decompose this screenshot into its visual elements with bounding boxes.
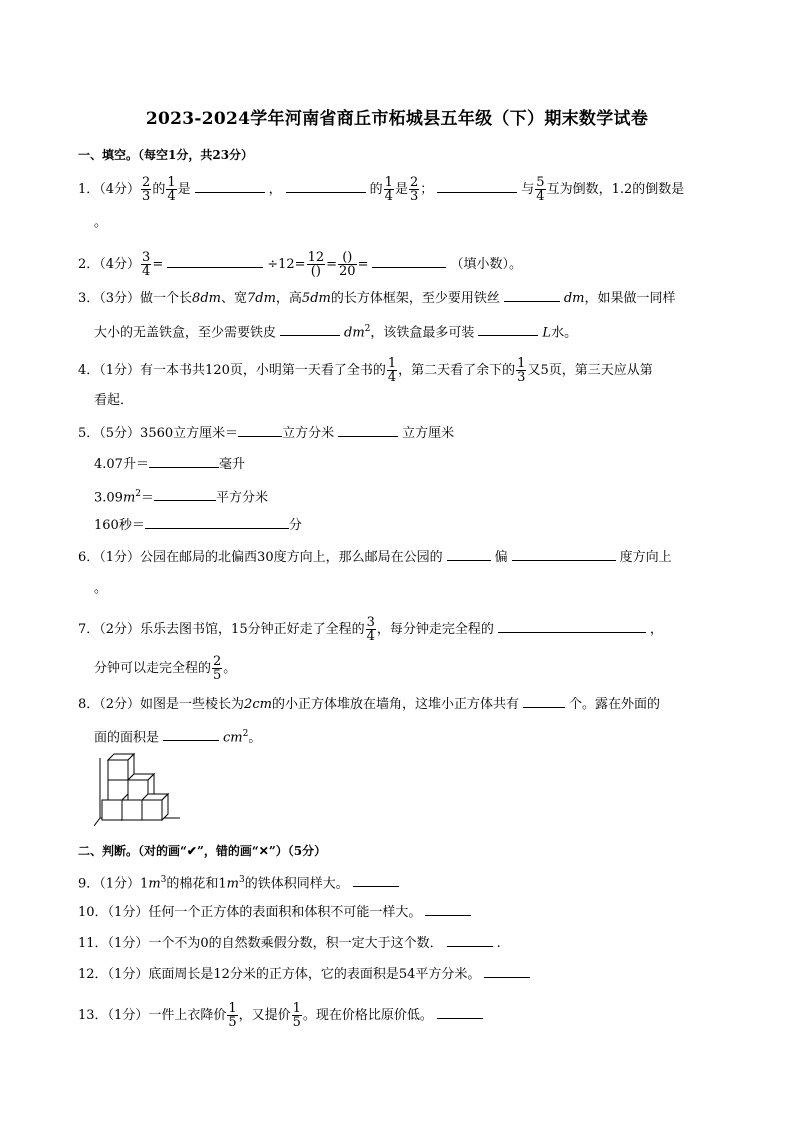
question-11: 11．（1分）一个不为0的自然数乘假分数，积一定大于这个数． .	[78, 936, 501, 951]
question-9: 9．（1分）$1m^3$的棉花和$1m^3$的铁体积同样大。	[78, 871, 403, 893]
fraction: $\frac{1}{4}$	[167, 175, 176, 204]
answer-blank[interactable]	[238, 424, 282, 437]
answer-blank[interactable]	[372, 255, 446, 268]
question-5-d: 160秒＝ 分	[94, 518, 302, 533]
answer-blank[interactable]	[437, 1006, 483, 1019]
answer-blank[interactable]	[353, 874, 399, 887]
answer-blank[interactable]	[280, 323, 340, 336]
answer-blank[interactable]	[154, 488, 216, 501]
fraction: $\frac{1}{4}$	[384, 175, 393, 204]
answer-blank[interactable]	[523, 695, 565, 708]
question-5-c: $3.09m^2=$ 平方分米	[94, 489, 269, 506]
fraction: $\frac{3}{4}$	[366, 615, 375, 644]
answer-blank[interactable]	[504, 289, 560, 302]
question-3-cont: 大小的无盖铁盒，至少需要铁皮 $dm^2$，该铁盒最多可装 L水。	[94, 324, 578, 341]
q4-end: 看起．	[94, 393, 134, 408]
section-judge-title: 二、判断。（对的画“✔”，错的画“✕”）（5分）	[78, 844, 327, 858]
answer-blank[interactable]	[167, 255, 263, 268]
q6-end: 。	[94, 581, 108, 596]
answer-blank[interactable]	[286, 180, 366, 193]
answer-blank[interactable]	[478, 323, 538, 336]
question-7-cont: 分钟可以走完全程的 $\frac{2}{5}$ 。	[94, 654, 237, 683]
fraction: $\frac{1}{5}$	[228, 1001, 237, 1030]
question-13: 13．（1分）一件上衣降价 $\frac{1}{5}$ ，又提价 $\frac{1}{5}$ 。现在价格比原价低。	[78, 1002, 487, 1029]
answer-blank[interactable]	[437, 180, 517, 193]
fraction: $\frac{2}{5}$	[213, 654, 222, 683]
question-10: 10．（1分）任何一个正方体的表面积和体积不可能一样大。	[78, 903, 475, 922]
question-4: 4．（1分）有一本书共120页，小明第一天看了全书的 $\frac{1}{4}$ ，第二天看了余下的 $\frac{1}{3}$ 又5页，第三天应从第	[78, 356, 653, 385]
answer-blank[interactable]	[447, 548, 491, 561]
answer-blank[interactable]	[145, 516, 289, 529]
fraction: $\frac{1}{5}$	[292, 1001, 301, 1030]
question-12: 12．（1分）底面周长是12分米的正方体，它的表面积是54平方分米。	[78, 965, 534, 984]
question-5-b: 4.07升＝ 毫升	[94, 457, 245, 472]
question-3: 3．（3分）做一个长8dm、宽7dm，高5dm的长方体框架，至少要用铁丝 dm，如果做一同样	[78, 291, 676, 306]
fraction: $\frac{2}{3}$	[409, 175, 419, 204]
q1-label: 1．（4分）	[78, 182, 141, 197]
answer-blank[interactable]	[163, 728, 219, 741]
fraction: $\frac{1}{3}$	[517, 356, 526, 385]
question-6: 6．（1分）公园在邮局的北偏西30度方向上，那么邮局在公园的 偏 度方向上	[78, 550, 672, 565]
q1-end: 。	[94, 215, 108, 230]
fraction: $\frac{()}{20}$	[339, 250, 356, 279]
question-7: 7．（2分）乐乐去图书馆，15分钟正好走了全程的 $\frac{3}{4}$ ，每分钟走完全程的 ，	[78, 615, 663, 644]
answer-blank[interactable]	[338, 424, 398, 437]
fraction: $\frac{5}{4}$	[536, 175, 545, 204]
page-title: 2023-2024学年河南省商丘市柘城县五年级（下）期末数学试卷	[145, 109, 649, 129]
section-fill-in-title: 一、填空。（每空1分，共23分）	[78, 148, 254, 162]
fraction: $\frac{2}{3}$	[142, 175, 151, 204]
question-8-cont: 面的面积是 $cm^2$。	[94, 729, 262, 746]
question-8: 8．（2分）如图是一些棱长为2cm的小正方体堆放在墙角，这堆小正方体共有 个。露在外面的	[78, 697, 660, 712]
fraction: $\frac{3}{4}$	[142, 250, 151, 279]
answer-blank[interactable]	[498, 620, 646, 633]
question-5: 5．（5分）3560立方厘米＝ 立方分米 立方厘米	[78, 426, 455, 441]
fraction: $\frac{12}{()}$	[307, 250, 325, 279]
question-1: 1．（4分） $\frac{2}{3}$ 的 $\frac{1}{4}$ 是 ， 的 $\frac{1}{4}$ 是 $\frac{2}{3}$ ； 与 $\frac{5}{4}$ 互为倒数，1.2的倒数是	[78, 175, 685, 204]
answer-blank[interactable]	[512, 548, 616, 561]
fraction: $\frac{1}{4}$	[387, 356, 397, 385]
answer-blank[interactable]	[447, 934, 493, 947]
answer-blank[interactable]	[484, 965, 530, 978]
answer-blank[interactable]	[149, 455, 219, 468]
answer-blank[interactable]	[425, 903, 471, 916]
answer-blank[interactable]	[195, 180, 265, 193]
stacked-cubes-figure	[94, 752, 184, 830]
question-2: 2．（4分） $\frac{3}{4}$ = ÷12= $\frac{12}{()}$ = $\frac{()}{20}$ = （填小数）。	[78, 250, 522, 279]
